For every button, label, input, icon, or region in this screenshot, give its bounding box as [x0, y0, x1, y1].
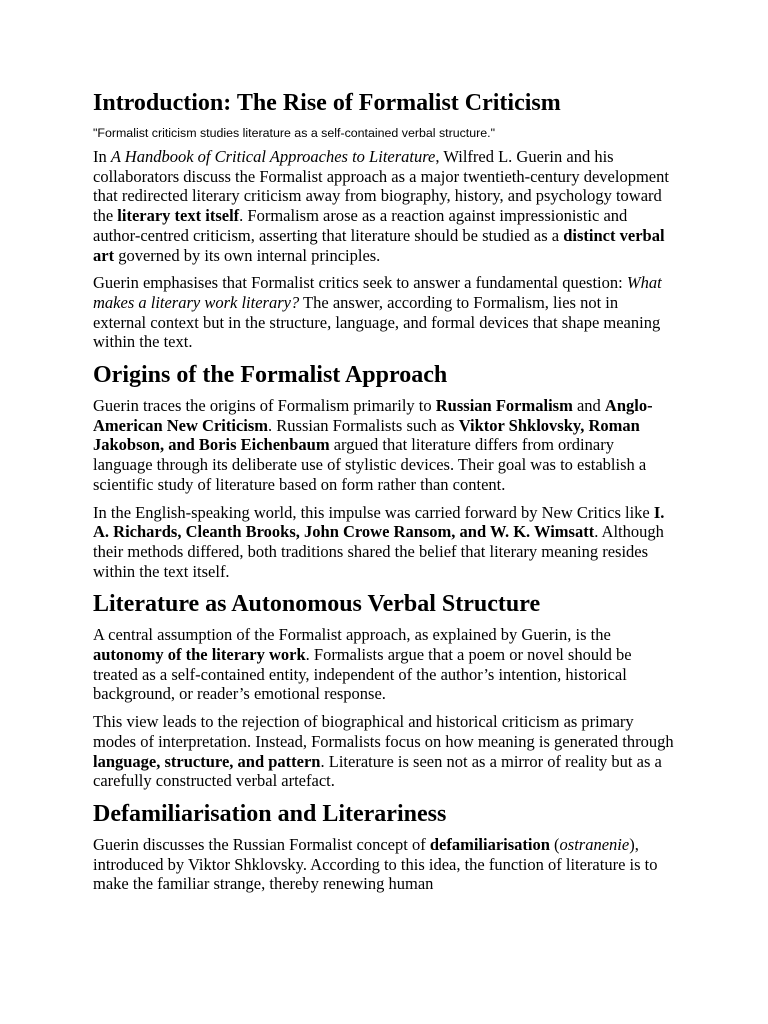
text-run: The answer, according to Formalism, lies not in external context but in the structure, language, and formal devices that shape meaning within the text. [93, 292, 661, 352]
bold-run: Anglo-American New Criticism [93, 396, 653, 435]
text-run: ), introduced by Viktor Shklovsky. According to this idea, the function of literature is to make the familiar strange, thereby renewing human [93, 834, 658, 894]
text-run: argued that literature differs from ordinary language through its deliberate use of stylistic devices. Their goal was to establish a scientific study of literature based on form rather than content. [93, 435, 647, 494]
text-run: In [93, 147, 111, 166]
origins-paragraph-1 [93, 396, 675, 495]
epigraph-quote: "Formalist criticism studies literature as a self-contained verbal structure." [93, 126, 495, 140]
bold-run: distinct verbal art [93, 225, 665, 265]
text-run: and [572, 396, 605, 416]
text-run: . Literature is seen not as a mirror of reality but as a carefully constructed verbal artefact. [93, 751, 662, 791]
text-run: A central assumption of the Formalist approach, as explained by Guerin, is the [93, 625, 611, 645]
defamiliarisation-heading: Defamiliarisation and Literariness [93, 800, 447, 827]
bold-run: I. A. Richards, Cleanth Brooks, John Crowe Ransom, and W. K. Wimsatt [93, 502, 665, 542]
origins-heading: Origins of the Formalist Approach [93, 362, 448, 389]
text-run: . Although their methods differed, both traditions shared the belief that literary meaning resides within the text itself. [93, 522, 664, 581]
text-run: Guerin emphasises that Formalist critics seek to answer a fundamental question: [93, 273, 627, 293]
italic-run: ostranenie [559, 834, 630, 854]
intro-paragraph-2 [93, 273, 675, 352]
text-run: . Formalists argue that a poem or novel should be treated as a self-contained entity, independent of the author’s intention, historical background, or reader’s emotional response. [93, 645, 632, 704]
defamiliarisation-paragraph-1 [93, 835, 675, 894]
bold-run: Russian Formalism [435, 396, 573, 416]
origins-paragraph-2 [93, 503, 675, 582]
bold-run: literary text itself [117, 206, 240, 226]
bold-run: language, structure, and pattern [93, 751, 321, 771]
autonomous-paragraph-2 [93, 712, 675, 791]
autonomous-paragraph-1 [93, 625, 675, 704]
text-run: ( [549, 834, 560, 854]
text-run: , Wilfred L. Guerin and his collaborators discuss the Formalist approach as a major twentieth-century development that redirected literary criticism away from biography, history, and psychology toward the [93, 147, 669, 226]
document-title: Introduction: The Rise of Formalist Criticism [93, 90, 561, 116]
bold-run: defamiliarisation [429, 834, 550, 854]
bold-run: Viktor Shklovsky, Roman Jakobson, and Boris Eichenbaum [93, 415, 640, 455]
text-run: . Russian Formalists such as [268, 415, 459, 435]
bold-run: autonomy of the literary work [93, 645, 306, 665]
text-run: In the English-speaking world, this impulse was carried forward by New Critics like [93, 502, 654, 522]
text-run: . Formalism arose as a reaction against impressionistic and author-centred criticism, asserting that literature should be studied as a [93, 206, 628, 245]
text-run: Guerin discusses the Russian Formalist concept of [93, 834, 430, 854]
intro-paragraph-1 [93, 147, 675, 265]
italic-run: A Handbook of Critical Approaches to Literature [110, 147, 436, 166]
text-run: governed by its own internal principles. [114, 245, 381, 265]
autonomous-heading: Literature as Autonomous Verbal Structure [93, 591, 541, 618]
text-run: Guerin traces the origins of Formalism primarily to [93, 396, 436, 416]
text-run: This view leads to the rejection of biographical and historical criticism as primary modes of interpretation. Instead, Formalists focus on how meaning is generated through [93, 712, 674, 751]
italic-run: What makes a literary work literary? [93, 273, 662, 312]
